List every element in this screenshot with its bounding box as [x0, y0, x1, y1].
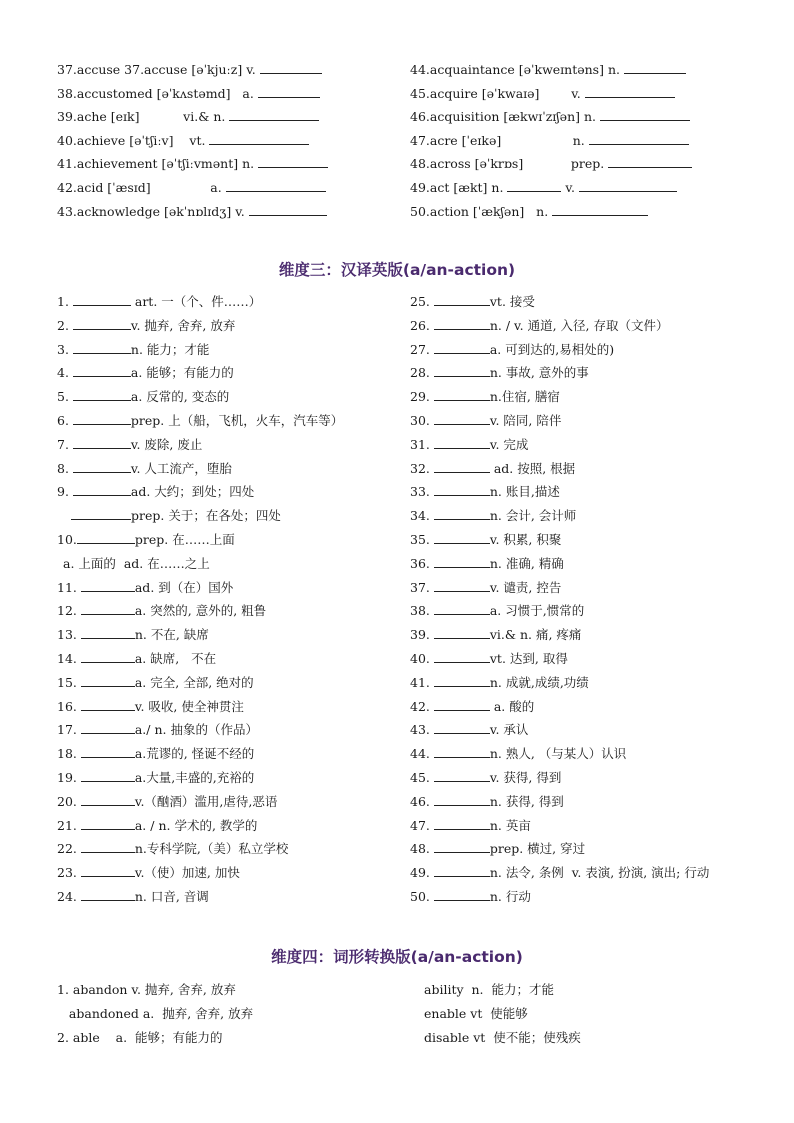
item-meaning: n. 能力；才能	[130, 341, 210, 357]
answer-blank[interactable]	[209, 130, 309, 145]
item-meaning: n. 口音, 音调	[134, 888, 209, 904]
translation-item	[410, 385, 760, 409]
item-number: 6.	[57, 412, 73, 428]
translation-item	[410, 457, 760, 481]
vocab-item	[410, 152, 760, 176]
vocab-entry-text: 38.accustomed [əˈkʌstəmd] a.	[57, 85, 258, 101]
section4-title: 维度四：词形转换版(a/an-action)	[271, 948, 523, 966]
word-form-item	[57, 1026, 397, 1050]
answer-blank[interactable]	[434, 600, 490, 615]
answer-blank[interactable]	[73, 410, 131, 425]
answer-blank[interactable]	[434, 386, 490, 401]
item-meaning: prep. 在……上面	[134, 531, 235, 547]
answer-blank[interactable]	[434, 434, 490, 449]
answer-blank[interactable]	[81, 862, 135, 877]
translation-item	[57, 457, 397, 481]
translation-item	[410, 599, 760, 623]
item-number: 4.	[57, 365, 73, 381]
item-number: 38.	[410, 603, 434, 619]
item-number: 44.	[410, 746, 434, 762]
vocab-entry-text: 39.ache [eɪk] vi.& n.	[57, 109, 230, 125]
answer-blank[interactable]	[434, 791, 490, 806]
item-meaning: a. 反常的, 变态的	[130, 389, 230, 405]
vocab-item	[410, 176, 760, 200]
item-meaning: n.专科学院,（美）私立学校	[134, 841, 289, 857]
item-number: 19.	[57, 769, 81, 785]
answer-blank[interactable]	[585, 83, 675, 98]
translation-item	[57, 742, 397, 766]
answer-blank[interactable]	[434, 315, 490, 330]
word-form-text: abandoned a. 抛弃, 舍弃, 放弃	[57, 1006, 254, 1021]
section3-title: 维度三：汉译英版(a/an-action)	[278, 261, 516, 279]
answer-blank[interactable]	[434, 529, 490, 544]
vocab-entry-text: 45.acquire [əˈkwaɪə] v.	[410, 85, 585, 101]
item-meaning: a. 酸的	[489, 698, 535, 714]
translation-item	[57, 576, 397, 600]
vocab-entry-text: 41.achievement [əˈtʃiːvmənt] n.	[57, 156, 259, 172]
answer-blank[interactable]	[552, 201, 648, 216]
item-meaning: v. 获得, 得到	[489, 769, 562, 785]
item-meaning: n. 英亩	[489, 817, 531, 833]
vocab-entry-text: 42.acid [ˈæsɪd] a.	[57, 179, 226, 195]
vocab-entry-text: 43.acknowledge [əkˈnɒlɪdʒ] v.	[57, 203, 249, 219]
item-number: 22.	[57, 841, 81, 857]
answer-blank[interactable]	[73, 339, 131, 354]
translation-item	[57, 528, 397, 552]
translation-item	[410, 623, 760, 647]
item-number: 21.	[57, 817, 81, 833]
vocab-item	[57, 58, 397, 82]
translation-item	[57, 338, 397, 362]
answer-blank[interactable]	[434, 505, 490, 520]
section4-left-column	[57, 978, 397, 1050]
word-form-item	[57, 978, 397, 1002]
section4-right-column	[424, 978, 774, 1050]
item-number: 18.	[57, 746, 81, 762]
item-meaning: n. 熟人, （与某人）认识	[489, 746, 627, 762]
answer-blank[interactable]	[434, 743, 490, 758]
translation-item	[410, 837, 760, 861]
answer-blank[interactable]	[81, 767, 135, 782]
section2-right-column	[410, 58, 760, 223]
item-meaning: ad. 到（在）国外	[134, 579, 234, 595]
translation-item	[57, 361, 397, 385]
item-meaning: a. 完全, 全部, 绝对的	[134, 674, 254, 690]
item-meaning: vt. 接受	[489, 294, 535, 309]
translation-item	[410, 552, 760, 576]
item-meaning: vi.& n. 痛, 疼痛	[489, 627, 582, 643]
item-number: 29.	[410, 389, 434, 405]
translation-item	[57, 885, 397, 909]
word-form-text: disable vt 使不能；使残疾	[424, 1030, 581, 1045]
item-number: 33.	[410, 484, 434, 500]
translation-item	[410, 695, 760, 719]
answer-blank[interactable]	[73, 458, 131, 473]
item-meaning: a. 突然的, 意外的, 粗鲁	[134, 603, 267, 619]
answer-blank[interactable]	[229, 106, 319, 121]
item-meaning: n. 事故, 意外的事	[489, 365, 589, 381]
answer-blank[interactable]	[81, 648, 135, 663]
item-meaning: prep. 横过, 穿过	[489, 841, 586, 857]
answer-blank[interactable]	[81, 600, 135, 615]
item-meaning: v. 完成	[489, 436, 529, 452]
translation-item	[410, 647, 760, 671]
item-number: 40.	[410, 650, 434, 666]
answer-blank[interactable]	[434, 696, 490, 711]
item-number: 41.	[410, 674, 434, 690]
answer-blank[interactable]	[434, 624, 490, 639]
vocab-item	[57, 82, 397, 106]
item-meaning: a. 习惯于,惯常的	[489, 603, 585, 619]
item-meaning: n. 获得, 得到	[489, 793, 564, 809]
translation-item	[57, 718, 397, 742]
answer-blank[interactable]	[434, 886, 490, 901]
item-meaning: ad. 大约；到处；四处	[130, 484, 255, 500]
translation-item	[57, 504, 397, 528]
item-number: 32.	[410, 460, 434, 476]
item-number: 49.	[410, 865, 434, 881]
vocab-item	[57, 176, 397, 200]
item-number: 45.	[410, 769, 434, 785]
item-number: 43.	[410, 722, 434, 738]
translation-item	[57, 552, 397, 576]
item-meaning: v.（酗酒）滥用,虐待,恶语	[134, 793, 278, 809]
vocab-entry-text: 49.act [ækt] n.	[410, 179, 508, 195]
answer-blank[interactable]	[249, 201, 327, 216]
item-number: 36.	[410, 555, 434, 571]
item-number: 31.	[410, 436, 434, 452]
item-meaning: a. 缺席, 不在	[134, 650, 217, 666]
answer-blank[interactable]	[434, 410, 490, 425]
item-number: 9.	[57, 484, 73, 500]
item-number: 16.	[57, 698, 81, 714]
translation-item	[57, 695, 397, 719]
translation-item	[410, 504, 760, 528]
answer-blank[interactable]	[260, 59, 322, 74]
item-number: 15.	[57, 674, 81, 690]
translation-item	[410, 885, 760, 909]
answer-blank[interactable]	[434, 481, 490, 496]
item-meaning: v. 抛弃, 舍弃, 放弃	[130, 317, 236, 333]
item-meaning: v. 人工流产，堕胎	[130, 460, 232, 476]
translation-item	[410, 480, 760, 504]
answer-blank[interactable]	[81, 743, 135, 758]
translation-item	[410, 528, 760, 552]
item-number: 24.	[57, 888, 81, 904]
answer-blank[interactable]	[81, 791, 135, 806]
word-form-item	[424, 978, 774, 1002]
section3-right-column	[410, 290, 760, 909]
translation-item	[410, 576, 760, 600]
answer-blank[interactable]	[434, 291, 490, 306]
translation-item	[57, 861, 397, 885]
item-meaning: a.大量,丰盛的,充裕的	[134, 769, 255, 785]
translation-item	[57, 790, 397, 814]
item-number: 1.	[57, 294, 73, 309]
item-number: 46.	[410, 793, 434, 809]
item-number: 35.	[410, 531, 434, 547]
vocab-item	[410, 200, 760, 224]
vocab-item	[57, 200, 397, 224]
item-meaning: v. 吸收, 使全神贯注	[134, 698, 244, 714]
item-number: 8.	[57, 460, 73, 476]
vocab-entry-text: 40.achieve [əˈtʃiːv] vt.	[57, 132, 210, 148]
item-number: 12.	[57, 603, 81, 619]
vocab-item	[57, 152, 397, 176]
vocab-entry-text: 48.across [əˈkrɒs] prep.	[410, 156, 609, 172]
section2-left-column	[57, 58, 397, 223]
translation-item	[410, 361, 760, 385]
answer-blank[interactable]	[434, 767, 490, 782]
answer-blank[interactable]	[81, 886, 135, 901]
translation-item	[57, 290, 397, 314]
translation-item	[57, 837, 397, 861]
translation-item	[410, 718, 760, 742]
item-meaning: v. 废除, 废止	[130, 436, 203, 452]
answer-blank[interactable]	[434, 815, 490, 830]
answer-blank[interactable]	[81, 815, 135, 830]
translation-item	[57, 314, 397, 338]
section3-left-column	[57, 290, 397, 909]
word-form-item	[424, 1002, 774, 1026]
item-number: 14.	[57, 650, 81, 666]
item-number: 5.	[57, 389, 73, 405]
answer-blank[interactable]	[507, 177, 561, 192]
item-meaning: v. 积累, 积聚	[489, 531, 562, 547]
answer-blank[interactable]	[434, 362, 490, 377]
translation-item	[410, 766, 760, 790]
translation-item	[57, 766, 397, 790]
word-form-text: enable vt 使能够	[424, 1006, 528, 1021]
item-meaning: n. 账目,描述	[489, 484, 560, 500]
item-number: 37.	[410, 579, 434, 595]
answer-blank[interactable]	[81, 696, 135, 711]
answer-blank[interactable]	[81, 577, 135, 592]
answer-blank[interactable]	[434, 648, 490, 663]
answer-blank[interactable]	[434, 838, 490, 853]
translation-item	[57, 647, 397, 671]
vocab-entry-text: v.	[561, 179, 579, 195]
answer-blank[interactable]	[73, 481, 131, 496]
translation-item	[410, 861, 760, 885]
answer-blank[interactable]	[73, 315, 131, 330]
word-form-text: 1. abandon v. 抛弃, 舍弃, 放弃	[57, 982, 236, 997]
answer-blank[interactable]	[608, 153, 692, 168]
vocab-entry-text: 50.action [ˈækʃən] n.	[410, 203, 553, 219]
answer-blank[interactable]	[434, 553, 490, 568]
translation-item	[410, 742, 760, 766]
item-meaning: n. 行动	[489, 888, 531, 904]
translation-item	[57, 671, 397, 695]
answer-blank[interactable]	[77, 529, 135, 544]
item-number: 28.	[410, 365, 434, 381]
answer-blank[interactable]	[73, 386, 131, 401]
item-number: 20.	[57, 793, 81, 809]
item-meaning: v.（使）加速, 加快	[134, 865, 240, 881]
item-number: 47.	[410, 817, 434, 833]
item-number: 39.	[410, 627, 434, 643]
item-meaning: vt. 达到, 取得	[489, 650, 568, 666]
answer-blank[interactable]	[434, 719, 490, 734]
answer-blank[interactable]	[579, 177, 677, 192]
vocab-item	[57, 105, 397, 129]
vocab-item	[57, 129, 397, 153]
translation-item	[57, 623, 397, 647]
item-meaning: art. 一（个、件……）	[130, 294, 262, 309]
answer-blank[interactable]	[434, 458, 490, 473]
item-meaning: n. 成就,成绩,功绩	[489, 674, 589, 690]
answer-blank[interactable]	[226, 177, 326, 192]
vocab-entry-text: 44.acquaintance [əˈkweɪntəns] n.	[410, 62, 624, 77]
item-meaning: n.住宿, 膳宿	[489, 389, 560, 405]
word-form-item	[424, 1026, 774, 1050]
item-number: 11.	[57, 579, 81, 595]
answer-blank[interactable]	[81, 624, 135, 639]
item-meaning: prep. 关于；在各处；四处	[131, 508, 281, 524]
answer-blank[interactable]	[624, 59, 686, 74]
item-meaning: a./ n. 抽象的（作品）	[134, 722, 258, 738]
item-meaning: n. 准确, 精确	[489, 555, 564, 571]
item-number: 48.	[410, 841, 434, 857]
item-number: 7.	[57, 436, 73, 452]
translation-item	[410, 814, 760, 838]
translation-item	[410, 338, 760, 362]
item-meaning: v. 承认	[489, 722, 529, 738]
item-meaning: v. 陪同, 陪伴	[489, 412, 562, 428]
vocab-item	[410, 129, 760, 153]
vocab-item	[410, 58, 760, 82]
item-meaning: n. 会计, 会计师	[489, 508, 577, 524]
answer-blank[interactable]	[434, 672, 490, 687]
word-form-item	[57, 1002, 397, 1026]
answer-blank[interactable]	[73, 434, 131, 449]
item-meaning: a. / n. 学术的, 教学的	[134, 817, 258, 833]
translation-item	[57, 599, 397, 623]
translation-item	[410, 409, 760, 433]
item-number: 10.	[57, 531, 77, 547]
translation-item	[410, 790, 760, 814]
vocab-item	[410, 82, 760, 106]
word-form-text: 2. able a. 能够；有能力的	[57, 1030, 223, 1045]
translation-item	[57, 433, 397, 457]
item-number: 27.	[410, 341, 434, 357]
translation-item	[410, 433, 760, 457]
translation-item	[410, 314, 760, 338]
word-form-text: ability n. 能力；才能	[424, 982, 554, 997]
translation-item	[410, 671, 760, 695]
item-number: 25.	[410, 294, 434, 309]
answer-blank[interactable]	[434, 577, 490, 592]
item-number: 17.	[57, 722, 81, 738]
item-number: 50.	[410, 888, 434, 904]
item-meaning: a.荒谬的, 怪诞不经的	[134, 746, 255, 762]
translation-item	[57, 409, 397, 433]
item-number: 13.	[57, 627, 81, 643]
item-number: 2.	[57, 317, 73, 333]
answer-blank[interactable]	[81, 719, 135, 734]
vocab-entry-text: 37.accuse 37.accuse [əˈkjuːz] v.	[57, 62, 260, 77]
translation-item	[410, 290, 760, 314]
item-meaning: n. 法令, 条例 v. 表演, 扮演, 演出; 行动	[489, 865, 710, 881]
answer-blank[interactable]	[434, 339, 490, 354]
item-meaning: a. 上面的 ad. 在……之上	[63, 555, 210, 571]
answer-blank[interactable]	[258, 153, 328, 168]
vocab-entry-text: 47.acre [ˈeɪkə] n.	[410, 132, 589, 148]
item-meaning: n. / v. 通道, 入径, 存取（文件）	[489, 317, 669, 333]
item-number: 23.	[57, 865, 81, 881]
translation-item	[57, 814, 397, 838]
translation-item	[57, 480, 397, 504]
answer-blank[interactable]	[73, 291, 131, 306]
answer-blank[interactable]	[589, 130, 689, 145]
answer-blank[interactable]	[73, 362, 131, 377]
item-number: 34.	[410, 508, 434, 524]
item-number: 26.	[410, 317, 434, 333]
item-meaning: a. 可到达的,易相处的)	[489, 341, 615, 357]
item-meaning: prep. 上（船，飞机，火车，汽车等）	[130, 412, 344, 428]
item-meaning: v. 谴责, 控告	[489, 579, 562, 595]
answer-blank[interactable]	[81, 672, 135, 687]
vocab-item	[410, 105, 760, 129]
vocab-entry-text: 46.acquisition [ækwɪˈzɪʃən] n.	[410, 109, 600, 125]
translation-item	[57, 385, 397, 409]
answer-blank[interactable]	[258, 83, 320, 98]
item-meaning: ad. 按照, 根据	[489, 460, 576, 476]
item-meaning: n. 不在, 缺席	[134, 627, 209, 643]
item-number: 30.	[410, 412, 434, 428]
item-number: 3.	[57, 341, 73, 357]
answer-blank[interactable]	[434, 862, 490, 877]
item-meaning: a. 能够；有能力的	[130, 365, 234, 381]
answer-blank[interactable]	[600, 106, 690, 121]
answer-blank[interactable]	[81, 838, 135, 853]
answer-blank[interactable]	[71, 505, 131, 520]
item-number: 42.	[410, 698, 434, 714]
